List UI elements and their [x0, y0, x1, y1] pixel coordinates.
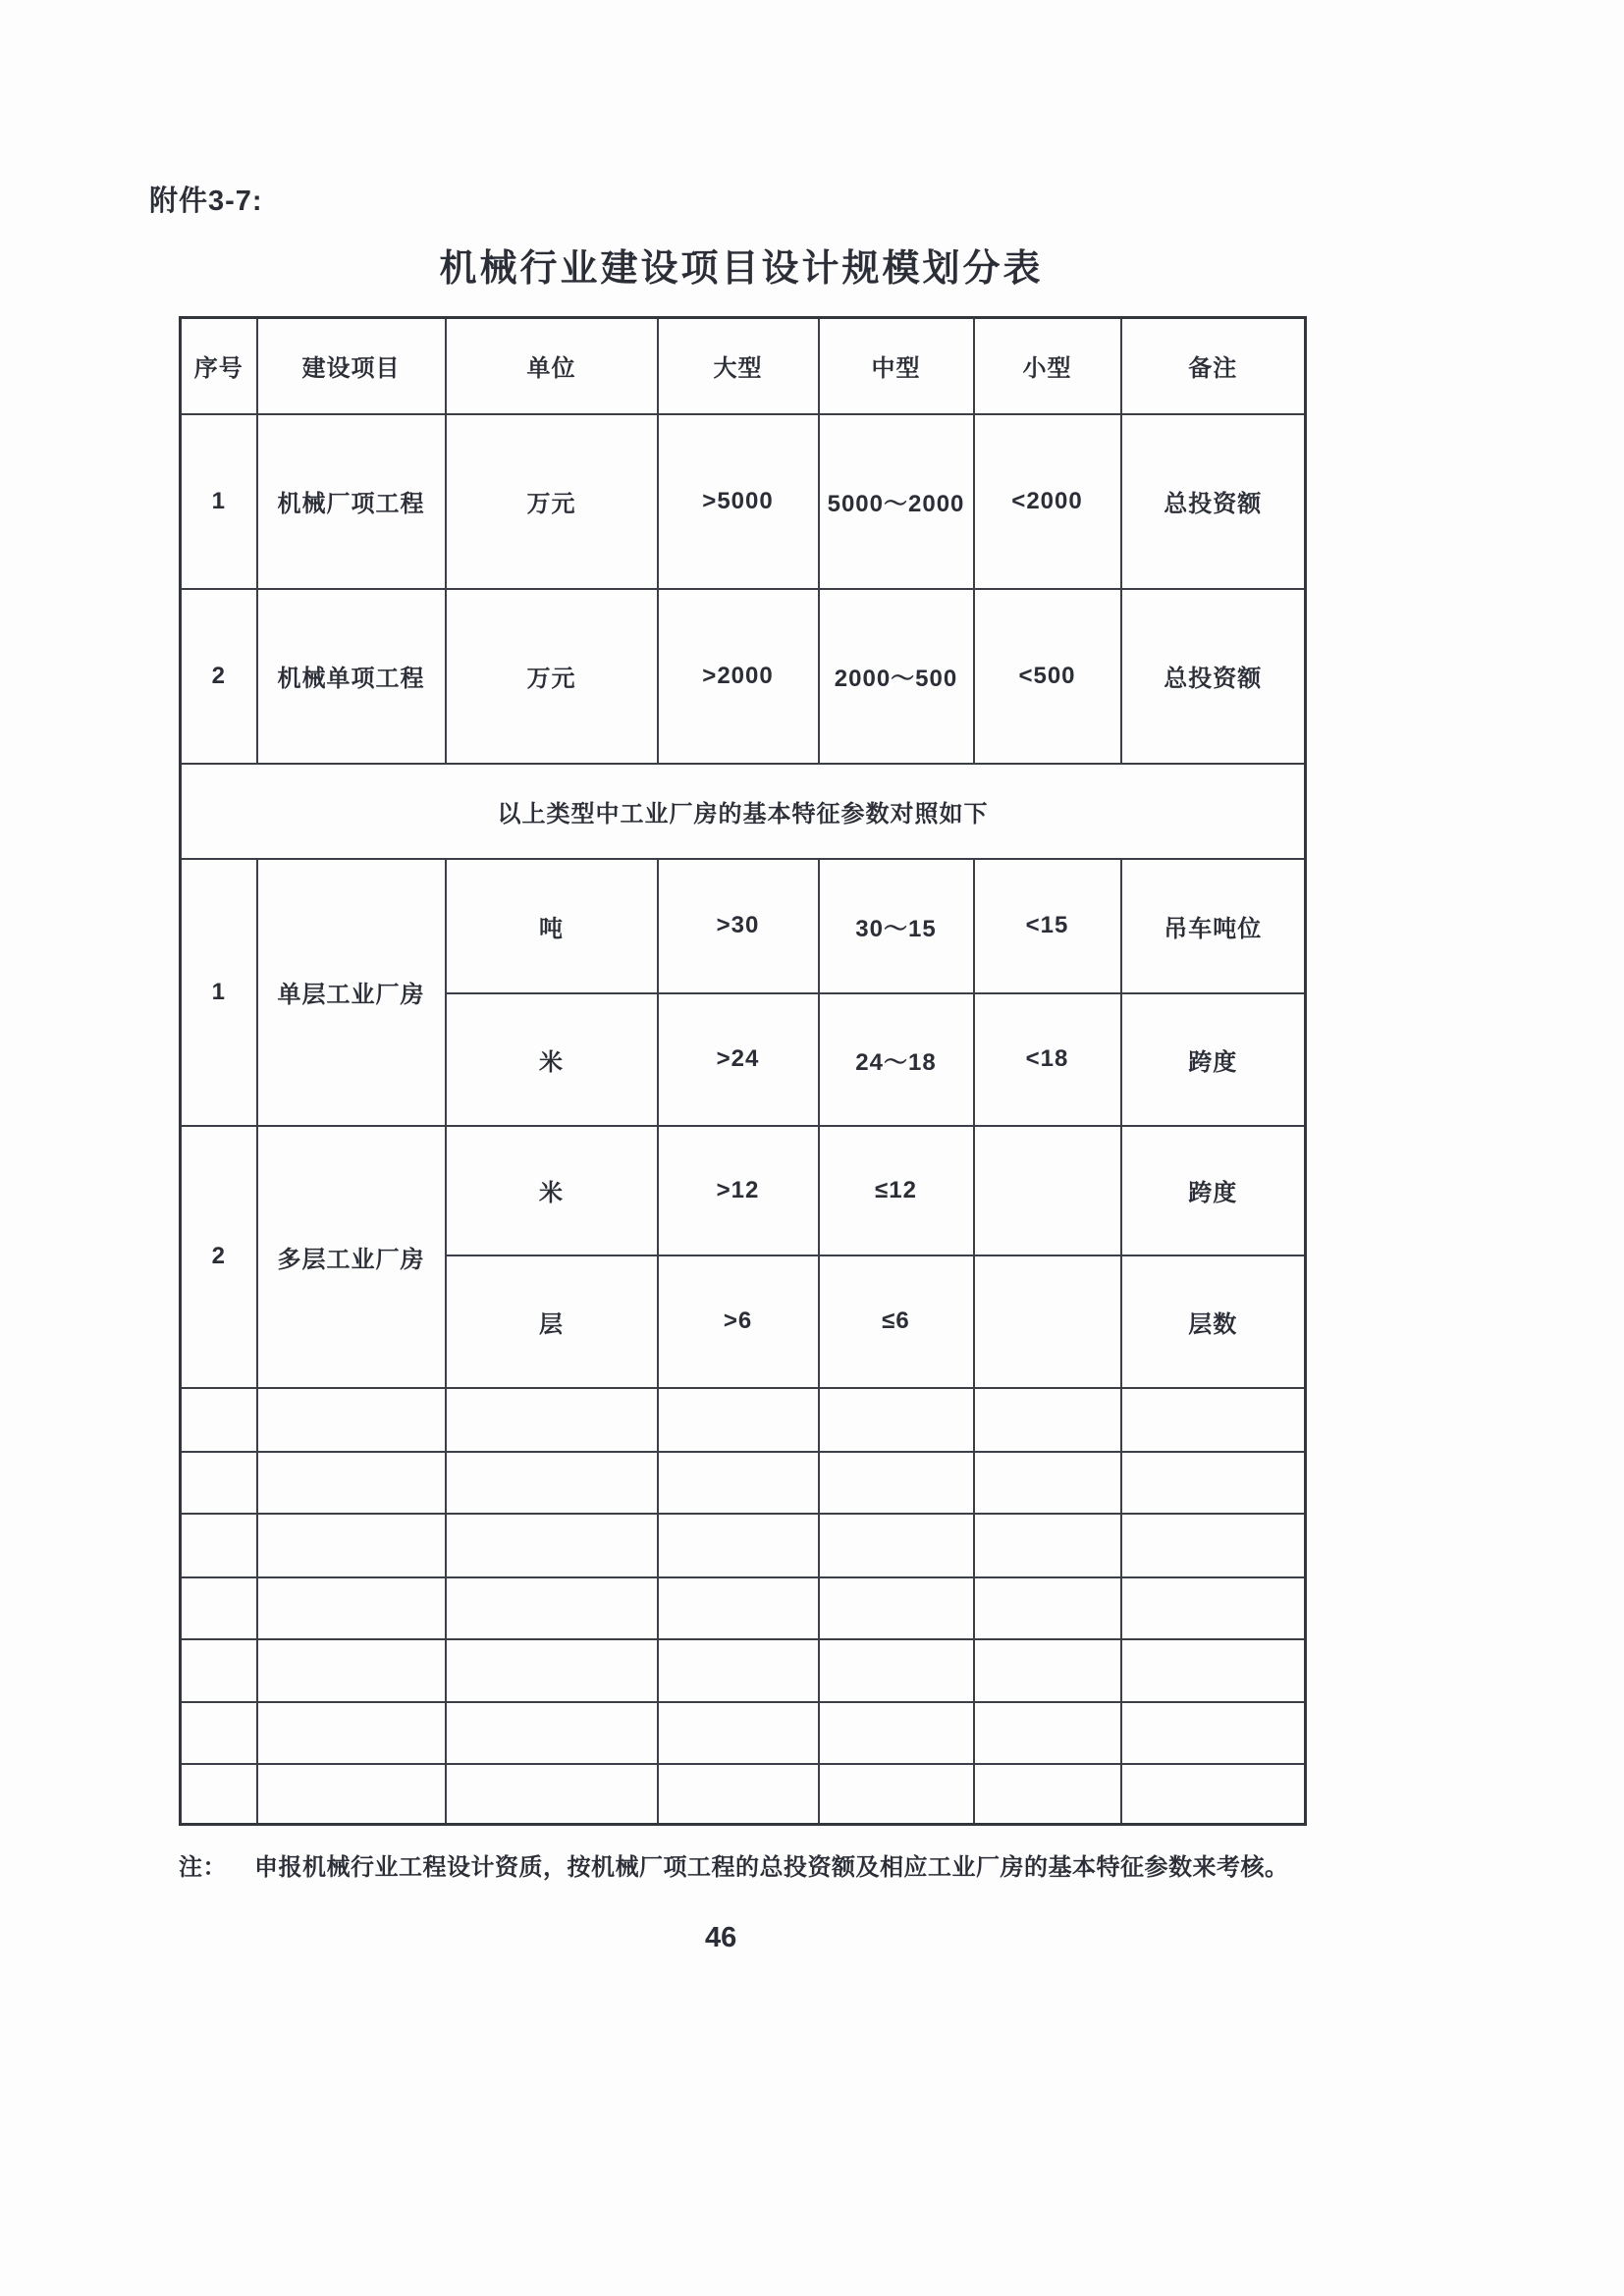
empty-cell	[446, 1388, 658, 1452]
cell-seq: 2	[181, 1126, 257, 1388]
empty-cell	[974, 1702, 1121, 1764]
empty-table-row	[181, 1388, 1306, 1452]
table-row	[181, 859, 1306, 993]
cell-medium: 24～18	[819, 993, 974, 1126]
empty-cell	[974, 1514, 1121, 1577]
cell-small: <2000	[974, 414, 1121, 589]
cell-unit: 层	[446, 1255, 658, 1388]
empty-cell	[658, 1639, 819, 1702]
empty-cell	[658, 1764, 819, 1825]
empty-cell	[974, 1639, 1121, 1702]
empty-cell	[819, 1702, 974, 1764]
cell-remark: 跨度	[1121, 1126, 1306, 1255]
empty-cell	[658, 1514, 819, 1577]
empty-cell	[819, 1388, 974, 1452]
cell-remark: 总投资额	[1121, 414, 1306, 589]
cell-small: <15	[974, 859, 1121, 993]
empty-cell	[181, 1577, 257, 1639]
cell-large: >6	[658, 1255, 819, 1388]
cell-large: >5000	[658, 414, 819, 589]
empty-cell	[974, 1577, 1121, 1639]
cell-small: <500	[974, 589, 1121, 764]
col-header-small: 小型	[974, 318, 1121, 414]
table-row	[181, 1126, 1306, 1255]
empty-cell	[446, 1702, 658, 1764]
empty-cell	[974, 1452, 1121, 1514]
cell-large: >2000	[658, 589, 819, 764]
cell-seq: 1	[181, 414, 257, 589]
empty-cell	[181, 1702, 257, 1764]
empty-cell	[1121, 1639, 1306, 1702]
empty-cell	[819, 1514, 974, 1577]
cell-project: 单层工业厂房	[257, 859, 446, 1126]
table-header-row	[181, 318, 1306, 414]
cell-unit: 万元	[446, 414, 658, 589]
empty-table-row	[181, 1577, 1306, 1639]
empty-cell	[1121, 1452, 1306, 1514]
empty-cell	[257, 1702, 446, 1764]
empty-cell	[1121, 1764, 1306, 1825]
empty-cell	[257, 1764, 446, 1825]
cell-project: 多层工业厂房	[257, 1126, 446, 1388]
cell-large: >12	[658, 1126, 819, 1255]
empty-cell	[1121, 1388, 1306, 1452]
cell-project: 机械单项工程	[257, 589, 446, 764]
cell-unit: 米	[446, 1126, 658, 1255]
col-header-unit: 单位	[446, 318, 658, 414]
cell-small	[974, 1126, 1121, 1255]
empty-cell	[1121, 1577, 1306, 1639]
cell-remark: 吊车吨位	[1121, 859, 1306, 993]
empty-cell	[181, 1514, 257, 1577]
empty-cell	[658, 1452, 819, 1514]
cell-large: >30	[658, 859, 819, 993]
col-header-project: 建设项目	[257, 318, 446, 414]
empty-cell	[257, 1577, 446, 1639]
empty-cell	[658, 1388, 819, 1452]
empty-cell	[819, 1764, 974, 1825]
col-header-seq: 序号	[181, 318, 257, 414]
empty-cell	[257, 1514, 446, 1577]
cell-small: <18	[974, 993, 1121, 1126]
empty-cell	[181, 1452, 257, 1514]
cell-medium: ≤6	[819, 1255, 974, 1388]
footnote-text: 申报机械行业工程设计资质，按机械厂项工程的总投资额及相应工业厂房的基本特征参数来考核。	[254, 1854, 1289, 1881]
empty-table-row	[181, 1452, 1306, 1514]
footnote	[179, 1847, 1337, 1882]
page-number: 46	[705, 1922, 737, 1953]
empty-cell	[181, 1639, 257, 1702]
cell-large: >24	[658, 993, 819, 1126]
empty-cell	[257, 1639, 446, 1702]
attachment-label: 附件3-7:	[149, 186, 263, 217]
empty-table-row	[181, 1702, 1306, 1764]
empty-cell	[446, 1514, 658, 1577]
col-header-remark: 备注	[1121, 318, 1306, 414]
band-note-row	[181, 764, 1306, 859]
cell-project: 机械厂项工程	[257, 414, 446, 589]
page-title: 机械行业建设项目设计规模划分表	[439, 248, 1044, 290]
cell-remark: 总投资额	[1121, 589, 1306, 764]
cell-unit: 吨	[446, 859, 658, 993]
empty-cell	[974, 1764, 1121, 1825]
empty-cell	[658, 1702, 819, 1764]
cell-remark: 层数	[1121, 1255, 1306, 1388]
col-header-large: 大型	[658, 318, 819, 414]
table-row	[181, 589, 1306, 764]
cell-unit: 米	[446, 993, 658, 1126]
empty-table-row	[181, 1514, 1306, 1577]
empty-cell	[446, 1764, 658, 1825]
scale-division-table	[179, 316, 1307, 1826]
table-row	[181, 414, 1306, 589]
cell-unit: 万元	[446, 589, 658, 764]
empty-cell	[446, 1577, 658, 1639]
empty-cell	[974, 1388, 1121, 1452]
empty-cell	[181, 1764, 257, 1825]
empty-cell	[1121, 1702, 1306, 1764]
empty-table-row	[181, 1764, 1306, 1825]
empty-cell	[819, 1452, 974, 1514]
cell-seq: 1	[181, 859, 257, 1126]
empty-table-row	[181, 1639, 1306, 1702]
cell-medium: 5000～2000	[819, 414, 974, 589]
empty-cell	[446, 1639, 658, 1702]
band-note: 以上类型中工业厂房的基本特征参数对照如下	[181, 764, 1306, 859]
cell-medium: 30～15	[819, 859, 974, 993]
footnote-label: 注：	[179, 1854, 227, 1881]
cell-medium: 2000～500	[819, 589, 974, 764]
cell-remark: 跨度	[1121, 993, 1306, 1126]
empty-cell	[257, 1452, 446, 1514]
cell-seq: 2	[181, 589, 257, 764]
empty-cell	[819, 1639, 974, 1702]
empty-cell	[819, 1577, 974, 1639]
empty-cell	[658, 1577, 819, 1639]
empty-cell	[257, 1388, 446, 1452]
empty-cell	[1121, 1514, 1306, 1577]
cell-small	[974, 1255, 1121, 1388]
empty-cell	[446, 1452, 658, 1514]
cell-medium: ≤12	[819, 1126, 974, 1255]
empty-cell	[181, 1388, 257, 1452]
col-header-medium: 中型	[819, 318, 974, 414]
